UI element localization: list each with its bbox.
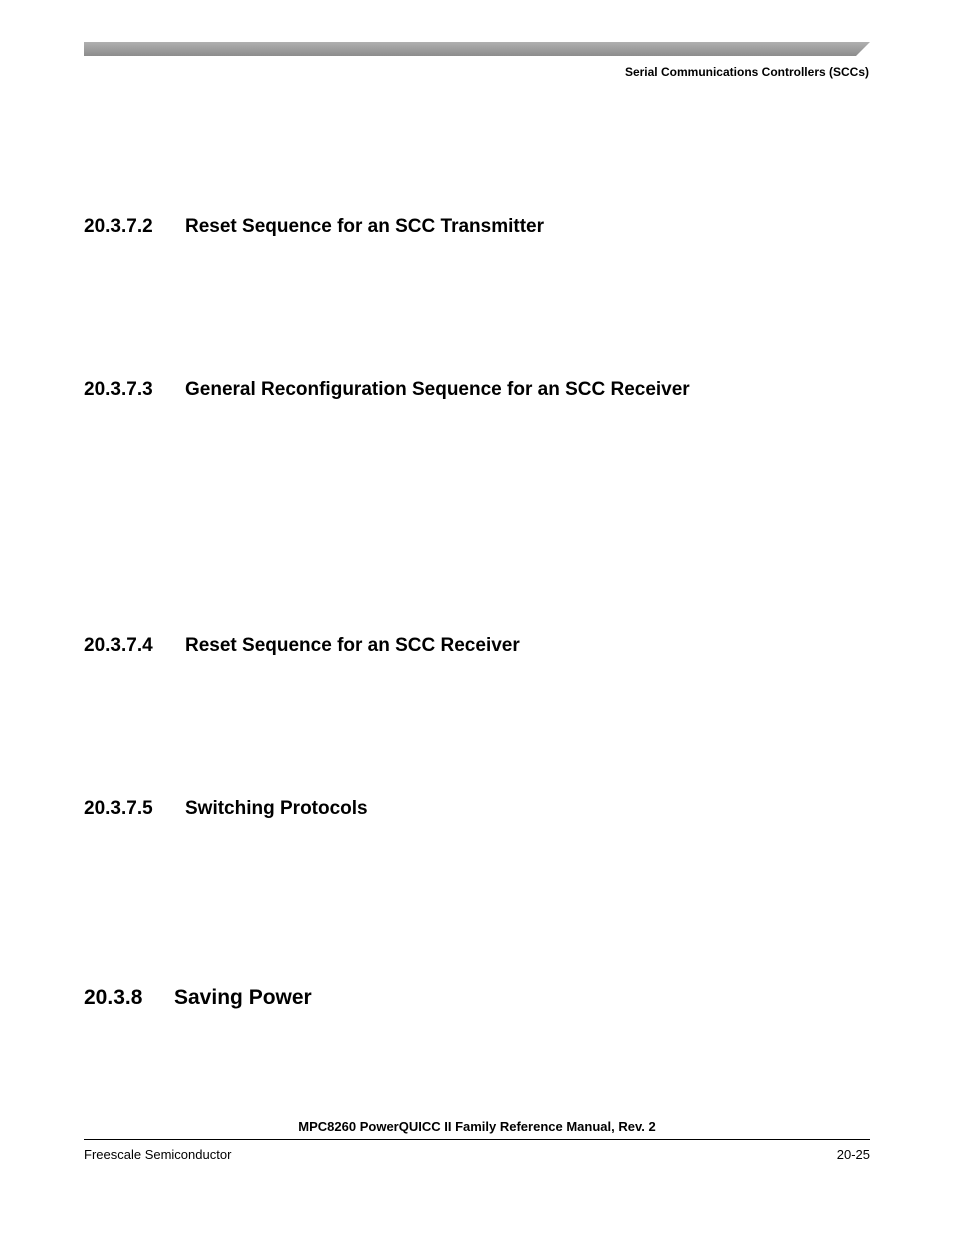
section-heading-20-3-8 (84, 986, 312, 1010)
section-number: 20.3.7.4 (84, 635, 153, 656)
header-bar (84, 42, 870, 56)
header-bar-shape (84, 42, 870, 56)
section-heading-20-3-7-5 (84, 798, 368, 820)
section-title: Reset Sequence for an SCC Transmitter (185, 216, 544, 237)
section-number: 20.3.7.2 (84, 216, 153, 237)
section-title: Saving Power (174, 986, 312, 1009)
section-heading-20-3-7-4 (84, 635, 520, 657)
section-number: 20.3.7.3 (84, 379, 153, 400)
section-title: Switching Protocols (185, 798, 368, 819)
footer-company: Freescale Semiconductor (84, 1147, 232, 1162)
running-header: Serial Communications Controllers (SCCs) (624, 65, 869, 79)
header-bar-graphic (84, 42, 870, 56)
footer-divider (84, 1139, 870, 1140)
section-number: 20.3.8 (84, 986, 143, 1009)
footer-manual-title: MPC8260 PowerQUICC II Family Reference Manual, Rev. 2 (298, 1119, 656, 1134)
section-number: 20.3.7.5 (84, 798, 153, 819)
section-heading-20-3-7-3 (84, 379, 690, 401)
section-title: General Reconfiguration Sequence for an SCC Receiver (185, 379, 690, 400)
section-title: Reset Sequence for an SCC Receiver (185, 635, 520, 656)
footer-page-number: 20-25 (836, 1147, 870, 1162)
section-heading-20-3-7-2 (84, 216, 544, 238)
